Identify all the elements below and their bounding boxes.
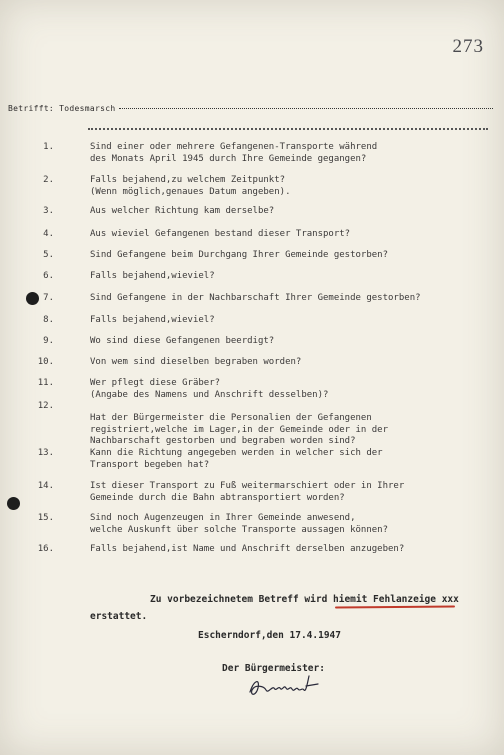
question-text: Falls bejahend,wieviel? <box>90 315 215 325</box>
question-number: 15. <box>37 513 54 523</box>
question-number: 13. <box>37 448 54 458</box>
question-number: 4. <box>43 229 54 239</box>
question-text: Sind einer oder mehrere Gefangenen-Transporte während des Monats April 1945 durch Ihre Gemeinde gegangen? <box>90 142 378 164</box>
question-text: Aus welcher Richtung kam derselbe? <box>90 206 275 216</box>
subject-rule <box>119 108 494 109</box>
subject-label: Betrifft: Todesmarsch <box>8 104 116 113</box>
question-number: 6. <box>43 271 54 281</box>
question-number: 7. <box>43 293 54 303</box>
question-number: 14. <box>37 481 54 491</box>
question-number: 9. <box>43 336 54 346</box>
handwritten-signature <box>246 672 321 700</box>
question-number: 11. <box>37 378 54 388</box>
closing-statement-end: erstattet. <box>90 611 148 622</box>
question-number: 10. <box>37 357 54 367</box>
question-text: Aus wieviel Gefangenen bestand dieser Transport? <box>90 229 351 239</box>
question-text: Wo sind diese Gefangenen beerdigt? <box>90 336 275 346</box>
closing-statement: Zu vorbezeichnetem Betreff wird hiemit Fehlanzeige xxx <box>150 594 459 605</box>
question-text: Sind Gefangene beim Durchgang Ihrer Gemeinde gestorben? <box>90 250 389 260</box>
question-text: Falls bejahend,zu welchem Zeitpunkt? (Wenn möglich,genaues Datum angeben). <box>90 175 291 197</box>
question-text: Hat der Bürgermeister die Personalien der Gefangenen registriert,welche im Lager,in der Gemeinde oder in der Nachbarschaft gestorben und begraben worden sind? <box>90 413 389 446</box>
question-number: 12. <box>37 401 54 411</box>
page-number: 273 <box>452 36 484 57</box>
question-text: Von wem sind dieselben begraben worden? <box>90 357 302 367</box>
question-text: Ist dieser Transport zu Fuß weitermarschiert oder in Ihrer Gemeinde durch die Bahn abtransportiert worden? <box>90 481 405 503</box>
question-text: Kann die Richtung angegeben werden in welcher sich der Transport begeben hat? <box>90 448 383 470</box>
question-text: Falls bejahend,wieviel? <box>90 271 215 281</box>
punch-hole <box>26 292 39 305</box>
question-number: 3. <box>43 206 54 216</box>
place-date: Escherndorf,den 17.4.1947 <box>198 630 341 641</box>
subject-line <box>8 104 494 113</box>
question-number: 1. <box>43 142 54 152</box>
dotted-divider <box>88 128 488 130</box>
question-number: 2. <box>43 175 54 185</box>
red-underline <box>335 605 455 608</box>
question-text: Sind Gefangene in der Nachbarschaft Ihrer Gemeinde gestorben? <box>90 293 421 303</box>
question-number: 5. <box>43 250 54 260</box>
signer-title: Der Bürgermeister: <box>222 663 325 674</box>
question-number: 8. <box>43 315 54 325</box>
question-text: Wer pflegt diese Gräber? (Angabe des Namens und Anschrift desselben)? <box>90 378 329 400</box>
question-number: 16. <box>37 544 54 554</box>
punch-hole <box>7 497 20 510</box>
question-text: Sind noch Augenzeugen in Ihrer Gemeinde anwesend, welche Auskunft über solche Transporte aussagen können? <box>90 513 389 535</box>
question-text: Falls bejahend,ist Name und Anschrift derselben anzugeben? <box>90 544 405 554</box>
